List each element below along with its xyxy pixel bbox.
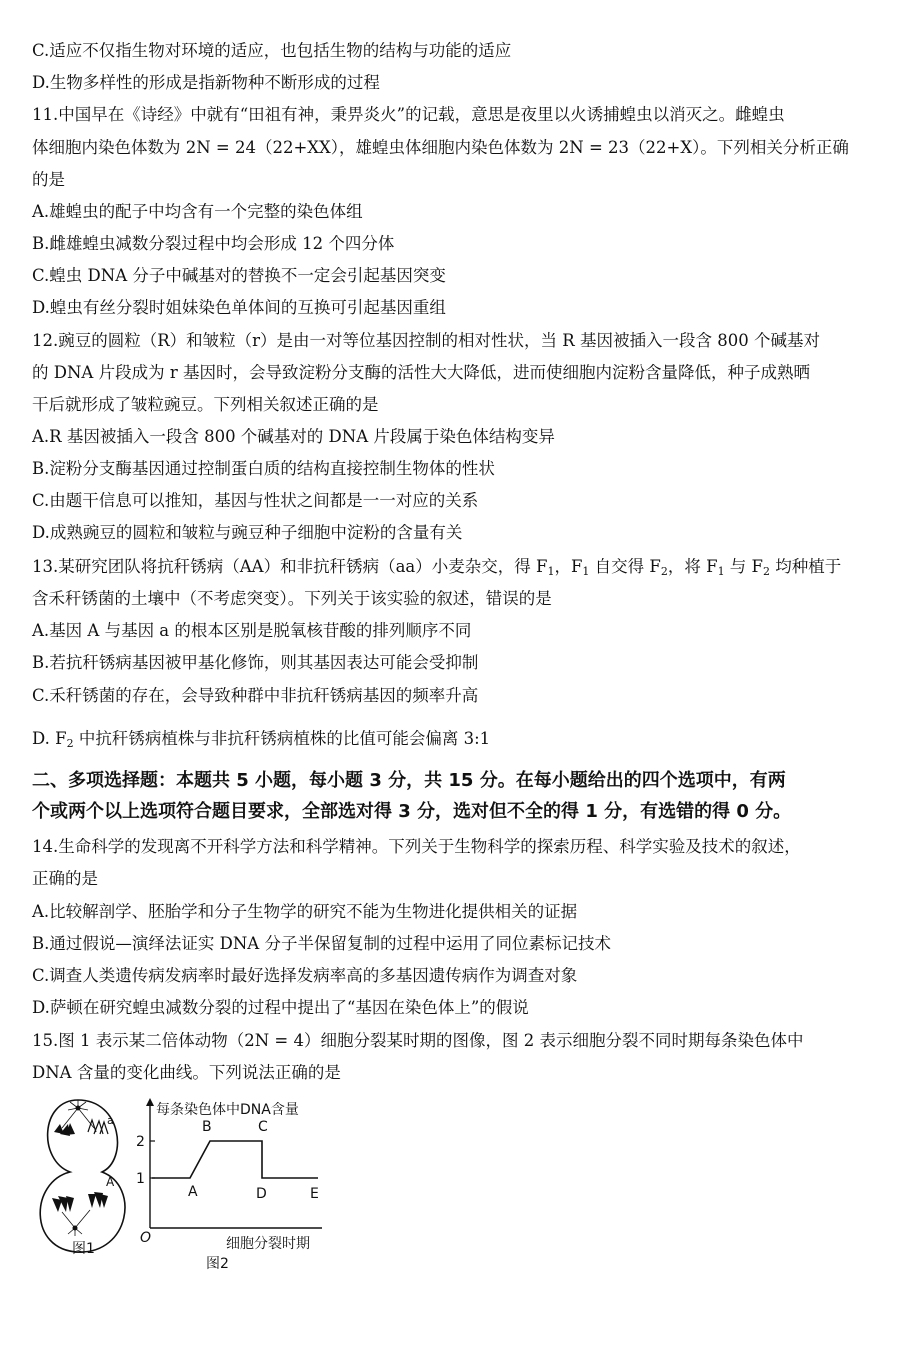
question-12-stem: 12.豌豆的圆粒（R）和皱粒（r）是由一对等位基因控制的相对性状，当 R 基因被插入一段含 800 个碱基对 — [32, 331, 820, 350]
curve-point-label-E: E — [310, 1186, 319, 1202]
figure-2-caption: 图2 — [206, 1256, 229, 1270]
text-line: DNA 含量的变化曲线。下列说法正确的是 — [32, 1063, 341, 1082]
figure-1-caption: 图1 — [72, 1241, 95, 1257]
option-c: C.禾秆锈菌的存在，会导致种群中非抗秆锈病基因的频率升高 — [32, 686, 479, 705]
option-b: B.淀粉分支酶基因通过控制蛋白质的结构直接控制生物体的性状 — [32, 459, 495, 478]
option-c: C.蝗虫 DNA 分子中碱基对的替换不一定会引起基因突变 — [32, 266, 446, 285]
x-axis-label: 细胞分裂时期 — [226, 1236, 310, 1252]
text-line: C.适应不仅指生物对环境的适应，也包括生物的结构与功能的适应 — [32, 41, 512, 60]
y-axis-arrow — [146, 1098, 154, 1106]
text-line: 干后就形成了皱粒豌豆。下列相关叙述正确的是 — [32, 395, 379, 414]
option-d: D.萨顿在研究蝗虫减数分裂的过程中提出了“基因在染色体上”的假说 — [32, 998, 529, 1017]
option-a: A.雄蝗虫的配子中均含有一个完整的染色体组 — [32, 202, 363, 221]
option-a: A.基因 A 与基因 a 的根本区别是脱氧核苷酸的排列顺序不同 — [32, 621, 472, 640]
curve-point-label-C: C — [258, 1119, 268, 1135]
option-d: D. $F_2$ 中抗秆锈病植株与非抗秆锈病植株的比值可能会偏离 3:1 — [32, 729, 491, 750]
y-tick-label: 2 — [136, 1134, 145, 1150]
option-d: D.成熟豌豆的圆粒和皱粒与豌豆种子细胞中淀粉的含量有关 — [32, 523, 463, 542]
section-heading: 二、多项选择题：本题共 5 小题，每小题 3 分，共 15 分。在每小题给出的四个选项中，有两 — [32, 770, 786, 791]
text-line: 的 DNA 片段成为 r 基因时，会导致淀粉分支酶的活性大大降低，进而使细胞内淀粉含量降低，种子成熟晒 — [32, 363, 810, 382]
text-line: 的是 — [32, 170, 65, 189]
dna-content-curve — [152, 1141, 318, 1178]
question-13-stem: 13.某研究团队将抗秆锈病（AA）和非抗秆锈病（aa）小麦杂交，得 $F_1$，$F_1$ 自交得 $F_2$，将 $F_1$ 与 $F_2$ 均种植于 — [32, 557, 842, 578]
option-a: A.R 基因被插入一段含 800 个碱基对的 DNA 片段属于染色体结构变异 — [32, 427, 555, 446]
y-axis-label: 每条染色体中DNA含量 — [156, 1102, 299, 1118]
cell-division-diagram — [40, 1100, 125, 1257]
y-tick-label: 1 — [136, 1171, 145, 1187]
figure-area — [30, 1090, 350, 1270]
dna-content-chart — [136, 1098, 322, 1270]
text-line: 正确的是 — [32, 869, 98, 888]
allele-label-A: A — [106, 1175, 115, 1189]
option-a: A.比较解剖学、胚胎学和分子生物学的研究不能为生物进化提供相关的证据 — [32, 902, 578, 921]
option-b: B.若抗秆锈病基因被甲基化修饰，则其基因表达可能会受抑制 — [32, 653, 479, 672]
text-line: 体细胞内染色体数为 2N = 24（22+XX），雄蝗虫体细胞内染色体数为 2N = 23（22+X）。下列相关分析正确 — [32, 138, 849, 157]
question-14-stem: 14.生命科学的发现离不开科学方法和科学精神。下列关于生物科学的探索历程、科学实验及技术的叙述， — [32, 837, 801, 856]
curve-point-label-D: D — [256, 1186, 267, 1202]
curve-point-label-A: A — [188, 1184, 198, 1200]
option-b: B.通过假说—演绎法证实 DNA 分子半保留复制的过程中运用了同位素标记技术 — [32, 934, 611, 953]
question-11-stem: 11.中国早在《诗经》中就有“田祖有神，秉畀炎火”的记载，意思是夜里以火诱捕蝗虫以消灭之。雌蝗虫 — [32, 105, 785, 124]
allele-label-a: a — [107, 1114, 114, 1127]
origin-label: O — [140, 1230, 152, 1246]
text-line: 含禾秆锈菌的土壤中（不考虑突变）。下列关于该实验的叙述，错误的是 — [32, 589, 552, 608]
text-line: D.生物多样性的形成是指新物种不断形成的过程 — [32, 73, 380, 92]
option-c: C.由题干信息可以推知，基因与性状之间都是一一对应的关系 — [32, 491, 479, 510]
curve-point-label-B: B — [202, 1119, 212, 1135]
section-heading: 个或两个以上选项符合题目要求，全部选对得 3 分，选对但不全的得 1 分，有选错的得 0 分。 — [32, 801, 792, 822]
option-c: C.调查人类遗传病发病率时最好选择发病率高的多基因遗传病作为调查对象 — [32, 966, 578, 985]
option-d: D.蝗虫有丝分裂时姐妹染色单体间的互换可引起基因重组 — [32, 298, 446, 317]
option-b: B.雌雄蝗虫减数分裂过程中均会形成 12 个四分体 — [32, 234, 395, 253]
question-15-stem: 15.图 1 表示某二倍体动物（2N = 4）细胞分裂某时期的图像，图 2 表示细胞分裂不同时期每条染色体中 — [32, 1031, 804, 1050]
